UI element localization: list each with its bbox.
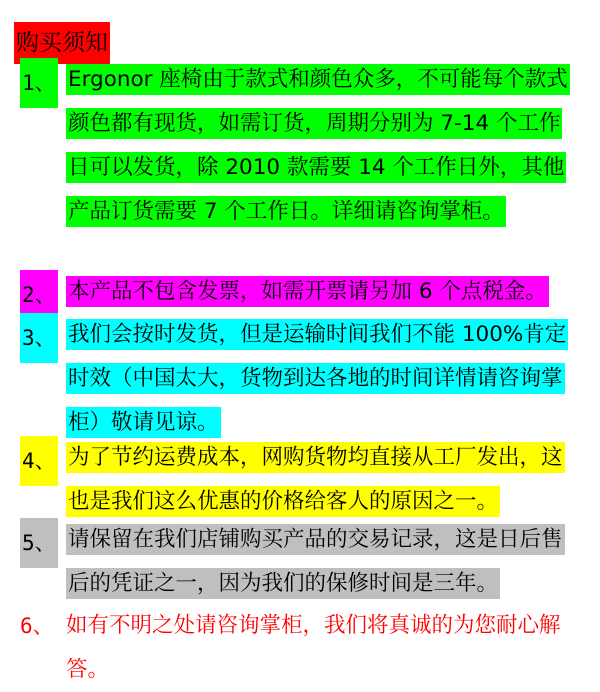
item-text: 请保留在我们店铺购买产品的交易记录，这是日后售后的凭证之一，因为我们的保修时间是三年。 <box>66 524 565 599</box>
item-text: 为了节约运费成本，网购货物均直接从工厂发出，这也是我们这么优惠的价格给客人的原因之一。 <box>66 442 565 517</box>
page-title: 购买须知 <box>14 22 110 64</box>
item-number: 6、 <box>20 614 54 638</box>
item-number: 2、 <box>20 270 58 320</box>
item-number: 1、 <box>20 58 58 108</box>
item-number: 5、 <box>20 518 58 568</box>
item-number: 3、 <box>20 313 58 363</box>
item-text: 如有不明之处请咨询掌柜，我们将真诚的为您耐心解答。 <box>66 613 561 682</box>
item-number: 4、 <box>20 436 58 486</box>
item-text: Ergonor 座椅由于款式和颜色众多，不可能每个款式颜色都有现货，如需订货，周期分别为 7-14 个工作日可以发货，除 2010 款需要 14 个工作日外，其他产品订货需要 7 个工作日。详细请咨询掌柜。 <box>66 64 570 227</box>
item-text: 本产品不包含发票，如需开票请另加 6 个点税金。 <box>66 276 549 307</box>
item-text: 我们会按时发货，但是运输时间我们不能 100%肯定时效（中国太大，货物到达各地的时间详情请咨询掌柜）敬请见谅。 <box>66 319 568 438</box>
